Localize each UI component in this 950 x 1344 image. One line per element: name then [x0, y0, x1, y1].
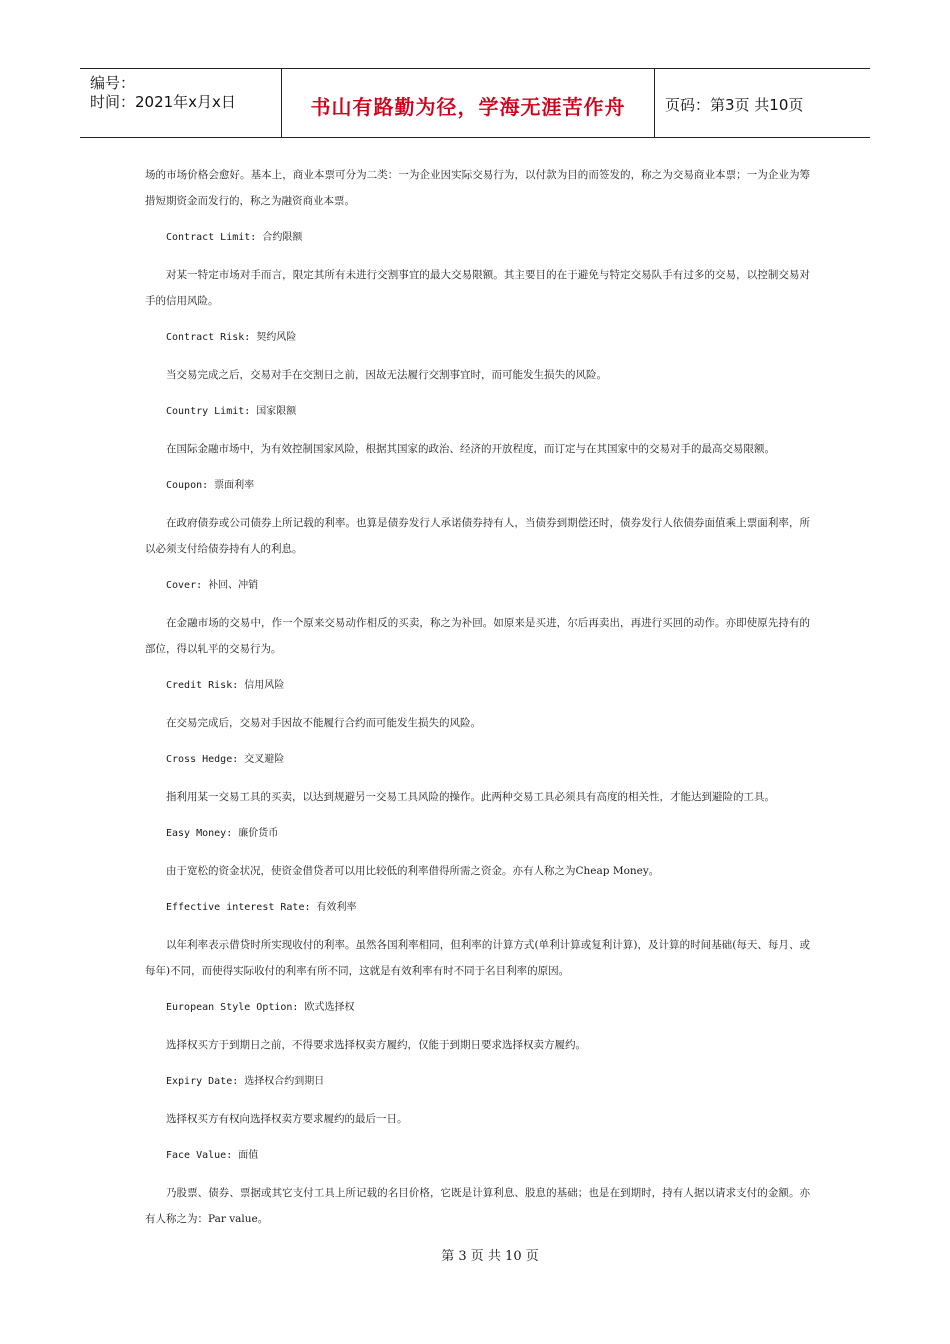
glossary-term: Easy Money: 廉价货币	[166, 828, 279, 839]
glossary-definition: 乃股票、债券、票据或其它支付工具上所记载的名目价格，它既是计算利息、股息的基础；也是在到期时，持有人据以请求支付的金额。亦有人称之为：Par value。	[145, 1187, 810, 1225]
page-code: 页码：第3页 共10页	[665, 96, 804, 114]
header-page-cell	[655, 69, 870, 137]
glossary-term: Contract Limit: 合约限额	[166, 232, 303, 243]
glossary-definition: 在交易完成后，交易对手因故不能履行合约而可能发生损失的风险。	[166, 717, 481, 729]
document-body	[145, 162, 810, 1243]
date-label: 时间：2021年x月x日	[90, 93, 236, 111]
glossary-term: Coupon: 票面利率	[166, 480, 255, 491]
glossary-definition: 当交易完成之后，交易对手在交割日之前，因故无法履行交割事宜时，而可能发生损失的风险。	[166, 369, 607, 381]
motto: 书山有路勤为径，学海无涯苦作舟	[310, 95, 626, 119]
page-footer: 第 3 页 共 10 页	[441, 1249, 539, 1264]
glossary-definition: 在金融市场的交易中，作一个原来交易动作相反的买卖，称之为补回。如原来是买进，尔后再卖出，再进行买回的动作。亦即使原先持有的部位，得以轧平的交易行为。	[145, 617, 810, 655]
page-header	[80, 68, 870, 138]
glossary-definition: 在政府债券或公司债券上所记载的利率。也算是债券发行人承诺债券持有人，当债券到期偿还时，债券发行人依债券面值乘上票面利率，所以必须支付给债券持有人的利息。	[145, 517, 810, 555]
glossary-definition: 选择权买方有权向选择权卖方要求履约的最后一日。	[166, 1113, 408, 1125]
glossary-definition: 由于宽松的资金状况，使资金借贷者可以用比较低的利率借得所需之资金。亦有人称之为Cheap Money。	[166, 865, 660, 877]
glossary-term: Expiry Date: 选择权合约到期日	[166, 1076, 325, 1087]
glossary-term: Cross Hedge: 交叉避险	[166, 754, 285, 765]
glossary-definition: 在国际金融市场中，为有效控制国家风险，根据其国家的政治、经济的开放程度，而订定与在其国家中的交易对手的最高交易限额。	[166, 443, 775, 455]
glossary-term: Cover: 补回、冲销	[166, 580, 259, 591]
glossary-term: Effective interest Rate: 有效利率	[166, 902, 357, 913]
glossary-term: Country Limit: 国家限额	[166, 406, 297, 417]
glossary-term: Face Value: 面值	[166, 1150, 259, 1161]
glossary-definition: 选择权买方于到期日之前，不得要求选择权卖方履约，仅能于到期日要求选择权卖方履约。	[166, 1039, 586, 1051]
glossary-definition: 以年利率表示借贷时所实现收付的利率。虽然各国利率相同，但利率的计算方式(单利计算或复利计算)，及计算的时间基础(每天、每月、或每年)不同，而使得实际收付的利率有所不同，这就是有效利率有时不同于名目利率的原因。	[145, 939, 810, 977]
intro-paragraph: 场的市场价格会愈好。基本上，商业本票可分为二类：一为企业因实际交易行为，以付款为目的而签发的，称之为交易商业本票；一为企业为筹措短期资金而发行的，称之为融资商业本票。	[145, 169, 810, 207]
glossary-term: European Style Option: 欧式选择权	[166, 1002, 355, 1013]
glossary-definition: 指利用某一交易工具的买卖，以达到规避另一交易工具风险的操作。此两种交易工具必须具有高度的相关性，才能达到避险的工具。	[166, 791, 775, 803]
header-motto-cell	[282, 69, 655, 137]
glossary-term: Contract Risk: 契约风险	[166, 332, 297, 343]
glossary-definition: 对某一特定市场对手而言，限定其所有未进行交割事宜的最大交易限额。其主要目的在于避免与特定交易队手有过多的交易，以控制交易对手的信用风险。	[145, 269, 810, 307]
header-meta-cell	[80, 69, 282, 137]
serial-label: 编号：	[90, 74, 136, 92]
glossary-term: Credit Risk: 信用风险	[166, 680, 285, 691]
